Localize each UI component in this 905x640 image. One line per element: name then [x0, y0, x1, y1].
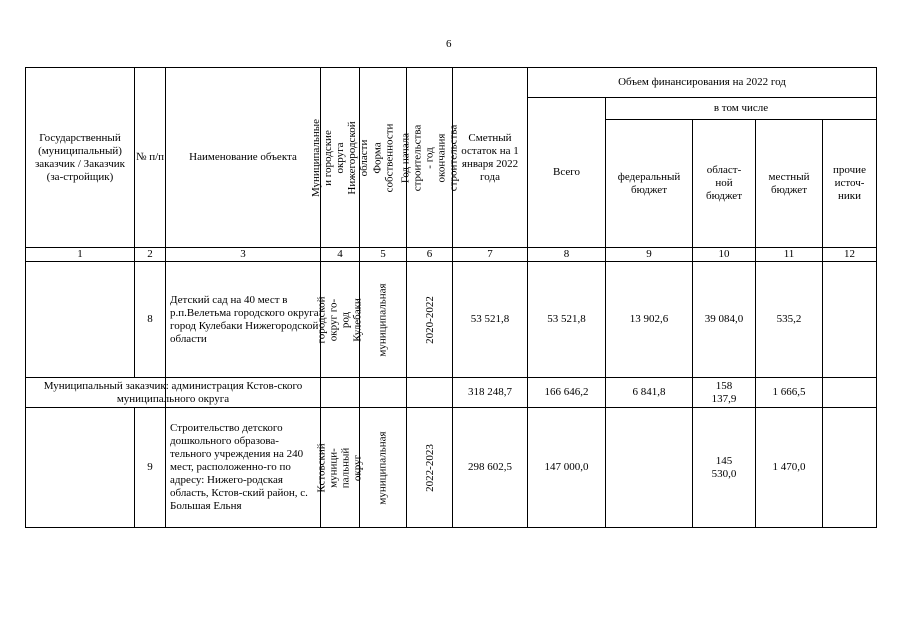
- row8-object-name: Детский сад на 40 мест в р.п.Велетьма городского округа город Кулебаки Нижегородской области: [170, 293, 319, 345]
- header-ownership-text: Форма собственности: [371, 123, 395, 192]
- col-number: 1: [77, 248, 83, 260]
- page-number: 6: [446, 38, 452, 50]
- customer-local: 1 666,5: [772, 386, 806, 398]
- header-financing: Объем финансирования на 2022 год: [618, 76, 786, 88]
- row9-years-text: 2022-2023: [423, 443, 436, 492]
- header-municipality-text: Муниципальные и городские округа Нижегородской области: [310, 118, 370, 197]
- customer-balance: 318 248,7: [468, 386, 512, 398]
- col-number: 9: [646, 248, 652, 260]
- row9-regional: 145 530,0: [711, 454, 737, 480]
- row8-num: 8: [147, 313, 153, 325]
- header-balance: Сметный остаток на 1 января 2022 года: [461, 131, 519, 183]
- header-years-text: Год начала строительства - год окончания строительства: [399, 124, 460, 191]
- row9-municipality-text: Кстовский муници-пальный округ: [316, 442, 364, 493]
- col-number: 12: [844, 248, 855, 260]
- customer-total: 166 646,2: [544, 386, 589, 398]
- row8-ownership-text: муниципальная: [377, 282, 389, 357]
- header-total: Всего: [553, 166, 580, 178]
- header-local: местный бюджет: [768, 170, 810, 196]
- row9-num: 9: [147, 461, 153, 473]
- row9-local: 1 470,0: [772, 461, 806, 473]
- row9-ownership-text: муниципальная: [377, 430, 389, 505]
- customer-regional: 158 137,9: [711, 379, 737, 405]
- row8-municipality: [316, 262, 365, 377]
- col-number: 6: [426, 248, 433, 260]
- header-object-name: Наименование объекта: [189, 151, 297, 163]
- header-regional: област-ной бюджет: [706, 164, 742, 202]
- col-number: 8: [563, 248, 570, 260]
- row8-federal: 13 902,6: [629, 313, 669, 325]
- col-number: 2: [147, 248, 153, 260]
- row9-years: [407, 408, 452, 527]
- header-years: [399, 68, 460, 247]
- header-num: № п/п: [135, 151, 165, 163]
- row8-municipality-text: городской округ го-род Кулебаки: [316, 295, 365, 344]
- row9-object-name: Строительство детского дошкольного образова-тельного учреждения на 240 мест, расположенно-го по адресу: Нижего-родская область, Кстов-ский район, с. Большая Ельня: [170, 422, 308, 512]
- customer-row-label: Муниципальный заказчик: администрация Кстов-ского муниципального округа: [43, 379, 303, 405]
- row8-balance: 53 521,8: [470, 313, 510, 325]
- row8-regional: 39 084,0: [704, 313, 744, 325]
- col-number: 11: [783, 248, 795, 260]
- header-municipality: [310, 68, 370, 247]
- header-other: прочие источ-ники: [833, 164, 866, 202]
- customer-federal: 6 841,8: [632, 386, 666, 398]
- row8-years: [407, 262, 452, 377]
- col-number: 10: [718, 248, 730, 260]
- row9-ownership: [360, 408, 406, 527]
- row9-balance: 298 602,5: [468, 461, 512, 473]
- header-including: в том числе: [713, 102, 769, 114]
- header-federal: федеральный бюджет: [617, 170, 681, 196]
- col-number: 3: [240, 248, 246, 260]
- col-number: 4: [337, 248, 343, 260]
- col-number: 7: [487, 248, 493, 260]
- row8-years-text: 2020-2022: [423, 295, 436, 344]
- row8-total: 53 521,8: [547, 313, 586, 325]
- row8-local: 535,2: [776, 313, 802, 325]
- col-number: 5: [380, 248, 386, 260]
- row9-total: 147 000,0: [544, 461, 589, 473]
- row8-ownership: [360, 262, 406, 377]
- row9-municipality: [316, 408, 364, 527]
- header-customer: Государственный (муниципальный) заказчик / Заказчик (за-стройщик): [34, 131, 126, 183]
